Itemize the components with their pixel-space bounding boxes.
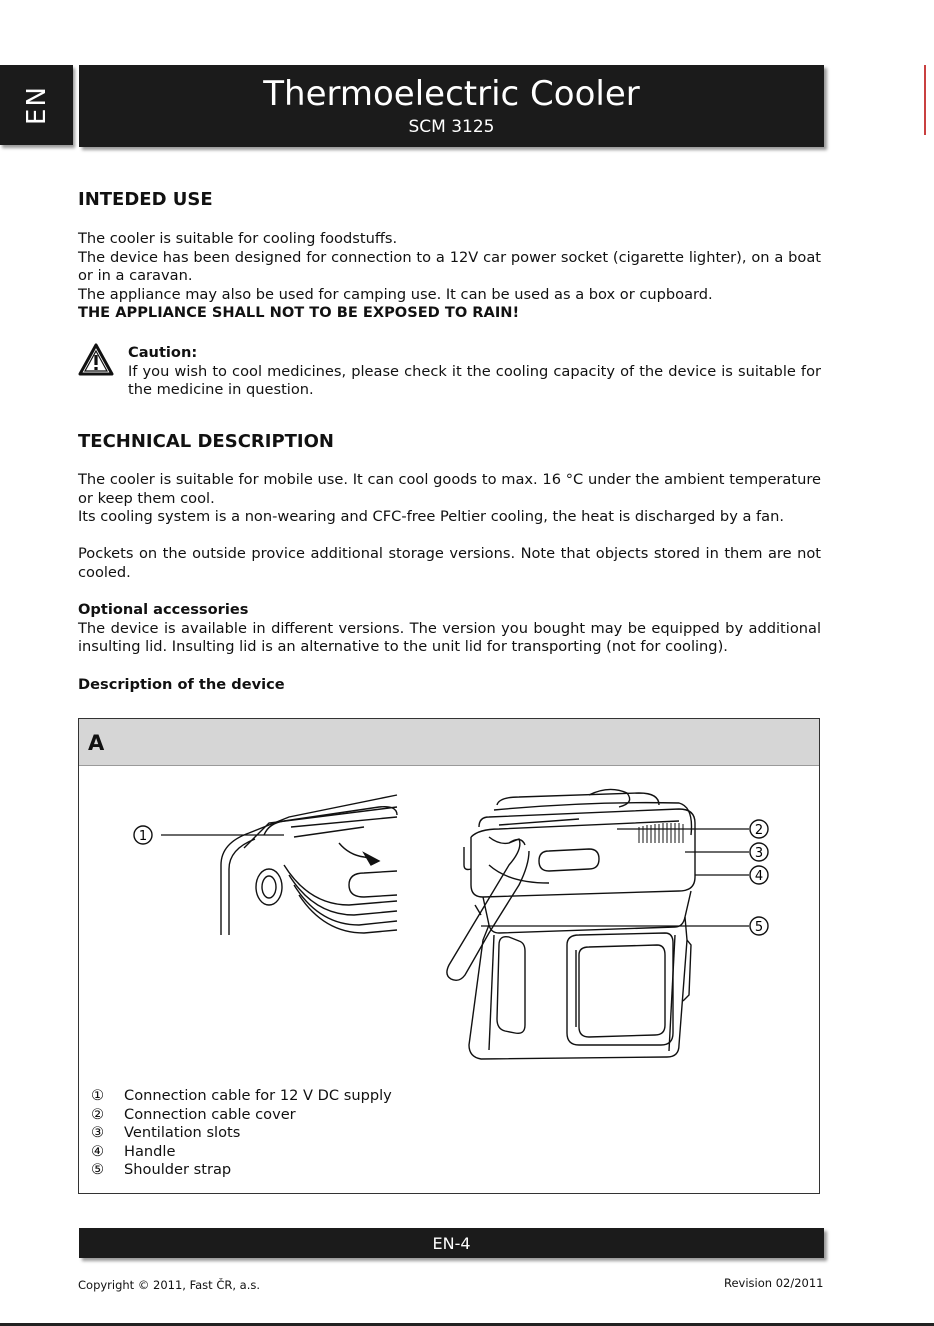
optional-accessories [78, 601, 821, 657]
callout-3 [750, 843, 768, 861]
technical-description-heading: TECHNICAL DESCRIPTION [78, 431, 334, 452]
pockets-paragraph [78, 545, 821, 582]
legend-item [91, 1087, 392, 1106]
warning-triangle-icon [78, 343, 114, 377]
cooler-illustration [79, 765, 819, 1085]
optional-accessories-heading: Optional accessories [78, 601, 249, 618]
svg-text:3: 3 [754, 846, 764, 861]
page-title: Thermoelectric Cooler [263, 74, 640, 114]
edge-mark [924, 65, 926, 135]
callout-5 [750, 917, 768, 935]
svg-text:4: 4 [754, 869, 764, 884]
legend-text: Shoulder strap [124, 1161, 232, 1178]
legend-number: ③ [91, 1124, 105, 1141]
svg-text:2: 2 [754, 823, 764, 838]
legend-item [91, 1124, 392, 1143]
paragraph: The device has been designed for connection to a 12V car power socket (cigarette lighter), on a boat or in a caravan. [78, 248, 821, 285]
legend-item [91, 1143, 392, 1162]
rain-warning: THE APPLIANCE SHALL NOT TO BE EXPOSED TO RAIN! [78, 304, 520, 322]
intended-use-body [78, 230, 821, 323]
description-heading: Description of the device [78, 676, 285, 693]
legend-number: ② [91, 1105, 105, 1123]
title-banner [79, 65, 824, 147]
intended-use-heading: INTEDED USE [78, 189, 213, 210]
callout-1 [134, 826, 152, 844]
copyright-text: Copyright © 2011, Fast ČR, a.s. [78, 1278, 261, 1292]
legend-item [91, 1161, 392, 1180]
svg-text:1: 1 [138, 829, 148, 844]
paragraph: The device is available in different versions. The version you bought may be equipped by additional insulting lid. Insulting lid is an alternative to the unit lid for transporting (not for cooling). [78, 619, 821, 656]
legend-number: ⑤ [91, 1161, 105, 1178]
legend-text: Ventilation slots [124, 1124, 241, 1141]
callout-lines [481, 829, 749, 926]
svg-text:5: 5 [754, 920, 764, 935]
paragraph: The cooler is suitable for mobile use. It can cool goods to max. 16 °C under the ambient temperature or keep them cool. [78, 471, 821, 507]
legend-number: ④ [91, 1142, 105, 1160]
legend-text: Connection cable cover [124, 1105, 296, 1123]
callout-2 [750, 820, 768, 838]
technical-description-body [78, 471, 821, 527]
page-number-bar [79, 1228, 824, 1258]
model-number: SCM 3125 [408, 117, 495, 137]
cable-closeup [221, 795, 397, 935]
language-label: EN [22, 85, 52, 125]
figure-panel [78, 718, 820, 1194]
page-number: EN-4 [432, 1234, 471, 1253]
revision-text: Revision 02/2011 [724, 1276, 824, 1290]
legend-number: ① [91, 1087, 105, 1104]
figure-label: A [79, 719, 819, 766]
legend-text: Connection cable for 12 V DC supply [124, 1087, 392, 1104]
caution-label: Caution: [128, 344, 198, 361]
legend-text: Handle [124, 1142, 176, 1160]
paragraph: The appliance may also be used for camping use. It can be used as a box or cupboard. [78, 285, 713, 303]
paragraph: Pockets on the outside provice additional storage versions. Note that objects stored in them are not cooled. [78, 545, 821, 581]
language-tab [0, 65, 73, 145]
cooler-body [447, 789, 695, 1059]
callout-4 [750, 866, 768, 884]
legend-item [91, 1106, 392, 1125]
description-heading-wrap [78, 676, 821, 695]
caution-text: If you wish to cool medicines, please check it the cooling capacity of the device is suitable for the medicine in question. [128, 362, 821, 399]
ventilation-slots [639, 823, 683, 843]
paragraph: Its cooling system is a non-wearing and CFC-free Peltier cooling, the heat is discharged by a fan. [78, 508, 785, 526]
paragraph: The cooler is suitable for cooling foodstuffs. [78, 230, 398, 247]
parts-legend [91, 1087, 392, 1180]
